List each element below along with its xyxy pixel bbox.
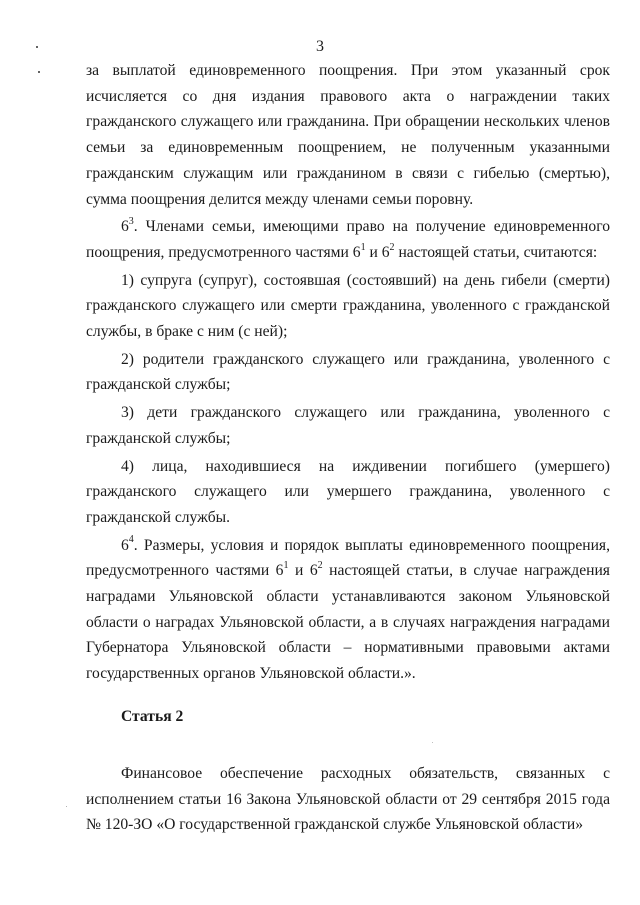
paragraph-6-4: [86, 533, 610, 687]
scan-speck: [36, 46, 38, 48]
list-item-4: 4) лица, находившиеся на иждивении погибшего (умершего) гражданского служащего или умершего гражданина, уволенного с гражданской службы.: [86, 457, 610, 526]
paragraph-text: и 6: [288, 562, 318, 580]
paragraph-number: 6: [121, 218, 129, 236]
superscript: 1: [283, 560, 289, 572]
superscript: 3: [128, 216, 134, 228]
superscript: 2: [317, 560, 323, 572]
article-heading: Статья 2: [121, 708, 184, 725]
superscript: 2: [389, 241, 395, 253]
list-item-2: 2) родители гражданского служащего или гражданина, уволенного с гражданской службы;: [86, 350, 610, 394]
page-number: 3: [316, 38, 324, 55]
paragraph-continuation: за выплатой единовременного поощрения. При этом указанный срок исчисляется со дня издания правового акта о награждении таких гражданского служащего или гражданина. При обращении нескольких членов семьи за единовременным поощрением, не полученным указанными гражданским служащим или гражданином в связи с гибелью (смертью), сумма поощрения делится между членами семьи поровну.: [86, 62, 610, 208]
paragraph-text: и 6: [365, 243, 390, 261]
article-paragraph: Финансовое обеспечение расходных обязательств, связанных с исполнением статьи 16 Закона Ульяновской области от 29 сентября 2015 года № 120-ЗО «О государственной гражданской службе Ульяновской области»: [86, 765, 610, 833]
article-body: [86, 761, 610, 838]
paragraph-text: настоящей статьи, считаются:: [394, 243, 598, 261]
paragraph-text: настоящей статьи, в случае награждения наградами Ульяновской области устанавливаются законом Ульяновской области о наградах Ульяновской области, а в случаях награждения наградами Губернатора Ульяновской области – нормативными правовыми актами государственных органов Ульяновской области.».: [86, 562, 610, 683]
paragraph-text: . Членами семьи, имеющими право на получение единовременного поощрения, предусмотренного частями 6: [86, 218, 610, 261]
superscript: 1: [360, 241, 366, 253]
paragraph-number: 6: [121, 536, 129, 554]
superscript: 4: [128, 534, 134, 546]
scan-speck: [66, 806, 67, 807]
list-item-3: 3) дети гражданского служащего или гражданина, уволенного с гражданской службы;: [86, 404, 610, 447]
document-body: [86, 58, 610, 689]
scan-speck: [38, 71, 40, 73]
paragraph-text: . Размеры, условия и порядок выплаты единовременного поощрения, предусмотренного частями 6: [86, 536, 610, 580]
list-item-1: 1) супруга (супруг), состоявшая (состоявший) на день гибели (смерти) гражданского служащего или смерти гражданина, уволенного с гражданской службы, в браке с ним (с ней);: [86, 271, 610, 341]
scan-speck: [432, 742, 433, 743]
paragraph-6-3: [86, 214, 610, 265]
